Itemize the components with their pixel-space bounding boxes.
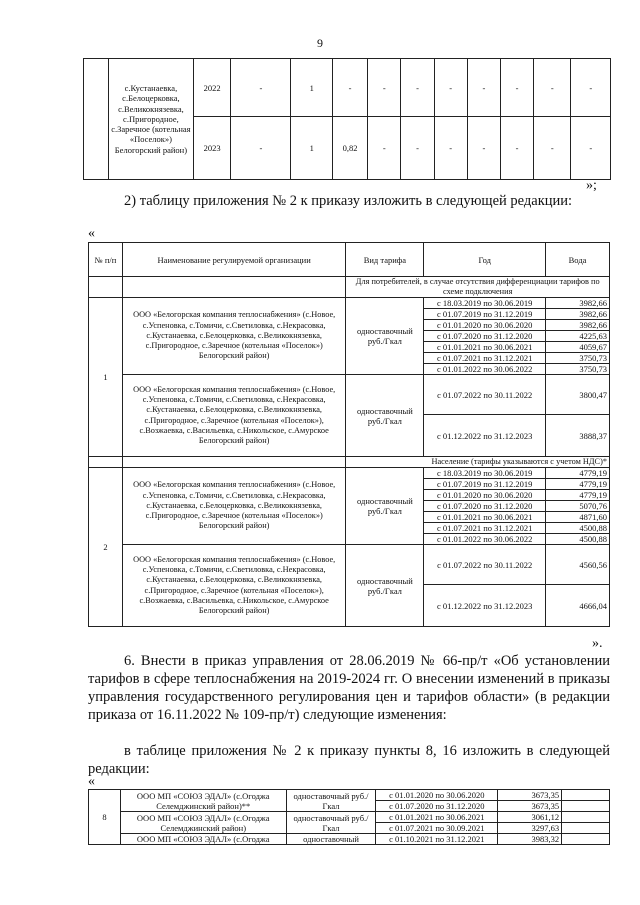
value-cell: 3061,12 bbox=[498, 812, 562, 823]
subheader-population: Население (тарифы указываются с учетом НДС)* bbox=[346, 457, 610, 468]
value-cell: 4779,19 bbox=[546, 490, 610, 501]
table-cell: 1 bbox=[291, 59, 332, 117]
period-cell: с 01.07.2020 по 31.12.2020 bbox=[424, 501, 546, 512]
header-water: Вода bbox=[546, 243, 610, 277]
table-cell bbox=[122, 457, 345, 468]
table-cell: 1 bbox=[291, 117, 332, 180]
table-cell bbox=[562, 790, 610, 801]
value-cell: 3750,73 bbox=[546, 353, 610, 364]
tariff-type-cell: одноставочный руб./Гкал bbox=[346, 298, 424, 375]
period-cell: с 01.07.2021 по 31.12.2021 bbox=[424, 353, 546, 364]
period-cell: с 01.07.2020 по 31.12.2020 bbox=[424, 331, 546, 342]
value-cell: 4666,04 bbox=[546, 585, 610, 627]
organization-cell: ООО «Белогорская компания теплоснабжения» (с.Новое, с.Успеновка, с.Томичи, с.Светиловка, с.Некрасовка, с.Кустанаевка, с.Белоцерковка, с.Великокнязевка, с.Пригородное, с.Заречное (котельная «Поселок»), с.Возжаевка, с.Васильевка, с.Никольское, с.Амурское Белогорский район) bbox=[122, 375, 345, 457]
organization-cell: ООО «Белогорская компания теплоснабжения» (с.Новое, с.Успеновка, с.Томичи, с.Светиловка, с.Некрасовка, с.Кустанаевка, с.Белоцерковка, с.Великокнязевка, с.Пригородное, с.Заречное (котельная «Поселок»), с.Возжаевка, с.Васильевка, с.Никольское, с.Амурское Белогорский район) bbox=[122, 545, 345, 627]
period-cell: с 01.07.2019 по 31.12.2019 bbox=[424, 309, 546, 320]
paragraph-6: 6. Внести в приказ управления от 28.06.2019 № 66-пр/т «Об установлении тарифов в сфере теплоснабжения на 2019-2024 гг. О внесении изменений в приказы управления государственного регулирования цен и тарифов области» (в редакции приказа от 16.11.2022 № 109-пр/т) следующие изменения: bbox=[88, 653, 610, 723]
table-cell bbox=[562, 823, 610, 834]
period-cell: с 01.01.2020 по 30.06.2020 bbox=[424, 490, 546, 501]
table-cell bbox=[562, 834, 610, 845]
period-cell: с 01.07.2021 по 31.12.2021 bbox=[424, 523, 546, 534]
closing-quote: »; bbox=[586, 178, 597, 193]
header-tariff-type: Вид тарифа bbox=[346, 243, 424, 277]
table-cell: - bbox=[571, 59, 611, 117]
period-cell: с 01.01.2022 по 30.06.2022 bbox=[424, 364, 546, 375]
table-cell: - bbox=[401, 59, 434, 117]
period-cell: с 01.01.2021 по 30.06.2021 bbox=[424, 342, 546, 353]
header-organization: Наименование регулируемой организации bbox=[122, 243, 345, 277]
period-cell: с 18.03.2019 по 30.06.2019 bbox=[424, 298, 546, 309]
value-cell: 3750,73 bbox=[546, 364, 610, 375]
value-cell: 4560,56 bbox=[546, 545, 610, 585]
value-cell: 3982,66 bbox=[546, 320, 610, 331]
tariff-type-cell: одноставочный руб./Гкал bbox=[286, 812, 376, 834]
year-cell: 2023 bbox=[193, 117, 230, 180]
table-cell: - bbox=[332, 59, 367, 117]
value-cell: 3982,66 bbox=[546, 298, 610, 309]
value-cell: 3800,47 bbox=[546, 375, 610, 415]
table-cell: - bbox=[231, 117, 291, 180]
value-cell: 4779,19 bbox=[546, 468, 610, 479]
value-cell: 4059,67 bbox=[546, 342, 610, 353]
value-cell: 4225,63 bbox=[546, 331, 610, 342]
table-cell: - bbox=[368, 59, 401, 117]
page-number: 9 bbox=[317, 36, 323, 50]
table-cell bbox=[89, 457, 123, 468]
table-cell bbox=[122, 277, 345, 298]
row-number: 1 bbox=[89, 298, 123, 457]
value-cell: 4500,88 bbox=[546, 534, 610, 545]
table-cell: - bbox=[500, 59, 533, 117]
period-cell: с 01.01.2020 по 30.06.2020 bbox=[376, 790, 498, 801]
table-cell: - bbox=[401, 117, 434, 180]
period-cell: с 01.01.2021 по 30.06.2021 bbox=[376, 812, 498, 823]
locality-cell: с.Кустанаевка, с.Белоцерковка, с.Великокнязевка, с.Пригородное, с.Заречное (котельная «Поселок») Белогорский район) bbox=[108, 59, 193, 180]
paragraph-2: 2) таблицу приложения № 2 к приказу изложить в следующей редакции: bbox=[124, 193, 573, 209]
table-cell: - bbox=[500, 117, 533, 180]
year-cell: 2022 bbox=[193, 59, 230, 117]
continuation-table bbox=[83, 58, 611, 180]
table-cell bbox=[89, 277, 123, 298]
subheader-consumers: Для потребителей, в случае отсутствия дифференциации тарифов по схеме подключения bbox=[346, 277, 610, 298]
tariff-type-cell: одноставочный bbox=[286, 834, 376, 845]
table-cell: - bbox=[467, 117, 500, 180]
opening-quote: « bbox=[88, 774, 95, 789]
tariff-table bbox=[88, 242, 610, 627]
table-cell bbox=[562, 801, 610, 812]
period-cell: с 01.10.2021 по 31.12.2021 bbox=[376, 834, 498, 845]
organization-cell: ООО МП «СОЮЗ ЭДАЛ» (с.Огоджа Селемджинский район)** bbox=[120, 790, 286, 812]
header-num: № п/п bbox=[89, 243, 123, 277]
table-cell: - bbox=[534, 59, 571, 117]
value-cell: 3673,35 bbox=[498, 790, 562, 801]
header-year: Год bbox=[424, 243, 546, 277]
organization-cell: ООО МП «СОЮЗ ЭДАЛ» (с.Огоджа Селемджинский район) bbox=[120, 812, 286, 834]
value-cell: 4871,60 bbox=[546, 512, 610, 523]
value-cell: 3673,35 bbox=[498, 801, 562, 812]
tariff-type-cell: одноставочный руб./Гкал bbox=[346, 375, 424, 457]
value-cell: 4779,19 bbox=[546, 479, 610, 490]
value-cell: 3297,63 bbox=[498, 823, 562, 834]
period-cell: с 18.03.2019 по 30.06.2019 bbox=[424, 468, 546, 479]
value-cell: 4500,88 bbox=[546, 523, 610, 534]
tariff-table-2 bbox=[88, 789, 610, 845]
table-cell: - bbox=[467, 59, 500, 117]
organization-cell: ООО МП «СОЮЗ ЭДАЛ» (с.Огоджа bbox=[120, 834, 286, 845]
period-cell: с 01.01.2021 по 30.06.2021 bbox=[424, 512, 546, 523]
table-cell: - bbox=[231, 59, 291, 117]
tariff-type-cell: одноставочный руб./Гкал bbox=[286, 790, 376, 812]
period-cell: с 01.12.2022 по 31.12.2023 bbox=[424, 585, 546, 627]
value-cell: 5070,76 bbox=[546, 501, 610, 512]
table-cell: - bbox=[434, 117, 467, 180]
tariff-type-cell: одноставочный руб./Гкал bbox=[346, 545, 424, 627]
period-cell: с 01.01.2020 по 30.06.2020 bbox=[424, 320, 546, 331]
table-cell: - bbox=[434, 59, 467, 117]
organization-cell: ООО «Белогорская компания теплоснабжения» (с.Новое, с.Успеновка, с.Томичи, с.Светиловка, с.Некрасовка, с.Кустанаевка, с.Белоцерковка, с.Великокнязевка, с.Пригородное, с.Заречное (котельная «Поселок») Белогорский район) bbox=[122, 468, 345, 545]
period-cell: с 01.07.2021 по 30.09.2021 bbox=[376, 823, 498, 834]
value-cell: 3982,66 bbox=[546, 309, 610, 320]
tariff-type-cell: одноставочный руб./Гкал bbox=[346, 468, 424, 545]
opening-quote: « bbox=[88, 226, 95, 241]
period-cell: с 01.07.2020 по 31.12.2020 bbox=[376, 801, 498, 812]
row-number: 8 bbox=[89, 790, 121, 845]
closing-quote: ». bbox=[592, 636, 603, 651]
organization-cell: ООО «Белогорская компания теплоснабжения» (с.Новое, с.Успеновка, с.Томичи, с.Светиловка, с.Некрасовка, с.Кустанаевка, с.Белоцерковка, с.Великокнязевка, с.Пригородное, с.Заречное (котельная «Поселок») Белогорский район) bbox=[122, 298, 345, 375]
value-cell: 3888,37 bbox=[546, 415, 610, 457]
period-cell: с 01.12.2022 по 31.12.2023 bbox=[424, 415, 546, 457]
period-cell: с 01.07.2022 по 30.11.2022 bbox=[424, 545, 546, 585]
table-cell: - bbox=[368, 117, 401, 180]
period-cell: с 01.07.2019 по 31.12.2019 bbox=[424, 479, 546, 490]
period-cell: с 01.07.2022 по 30.11.2022 bbox=[424, 375, 546, 415]
row-number: 2 bbox=[89, 468, 123, 627]
table-cell: 0,82 bbox=[332, 117, 367, 180]
value-cell: 3983,32 bbox=[498, 834, 562, 845]
table-cell: - bbox=[571, 117, 611, 180]
table-cell: - bbox=[534, 117, 571, 180]
table-cell bbox=[84, 59, 109, 180]
paragraph-table-change: в таблице приложения № 2 к приказу пункты 8, 16 изложить в следующей редакции: bbox=[88, 743, 610, 777]
period-cell: с 01.01.2022 по 30.06.2022 bbox=[424, 534, 546, 545]
table-cell bbox=[562, 812, 610, 823]
